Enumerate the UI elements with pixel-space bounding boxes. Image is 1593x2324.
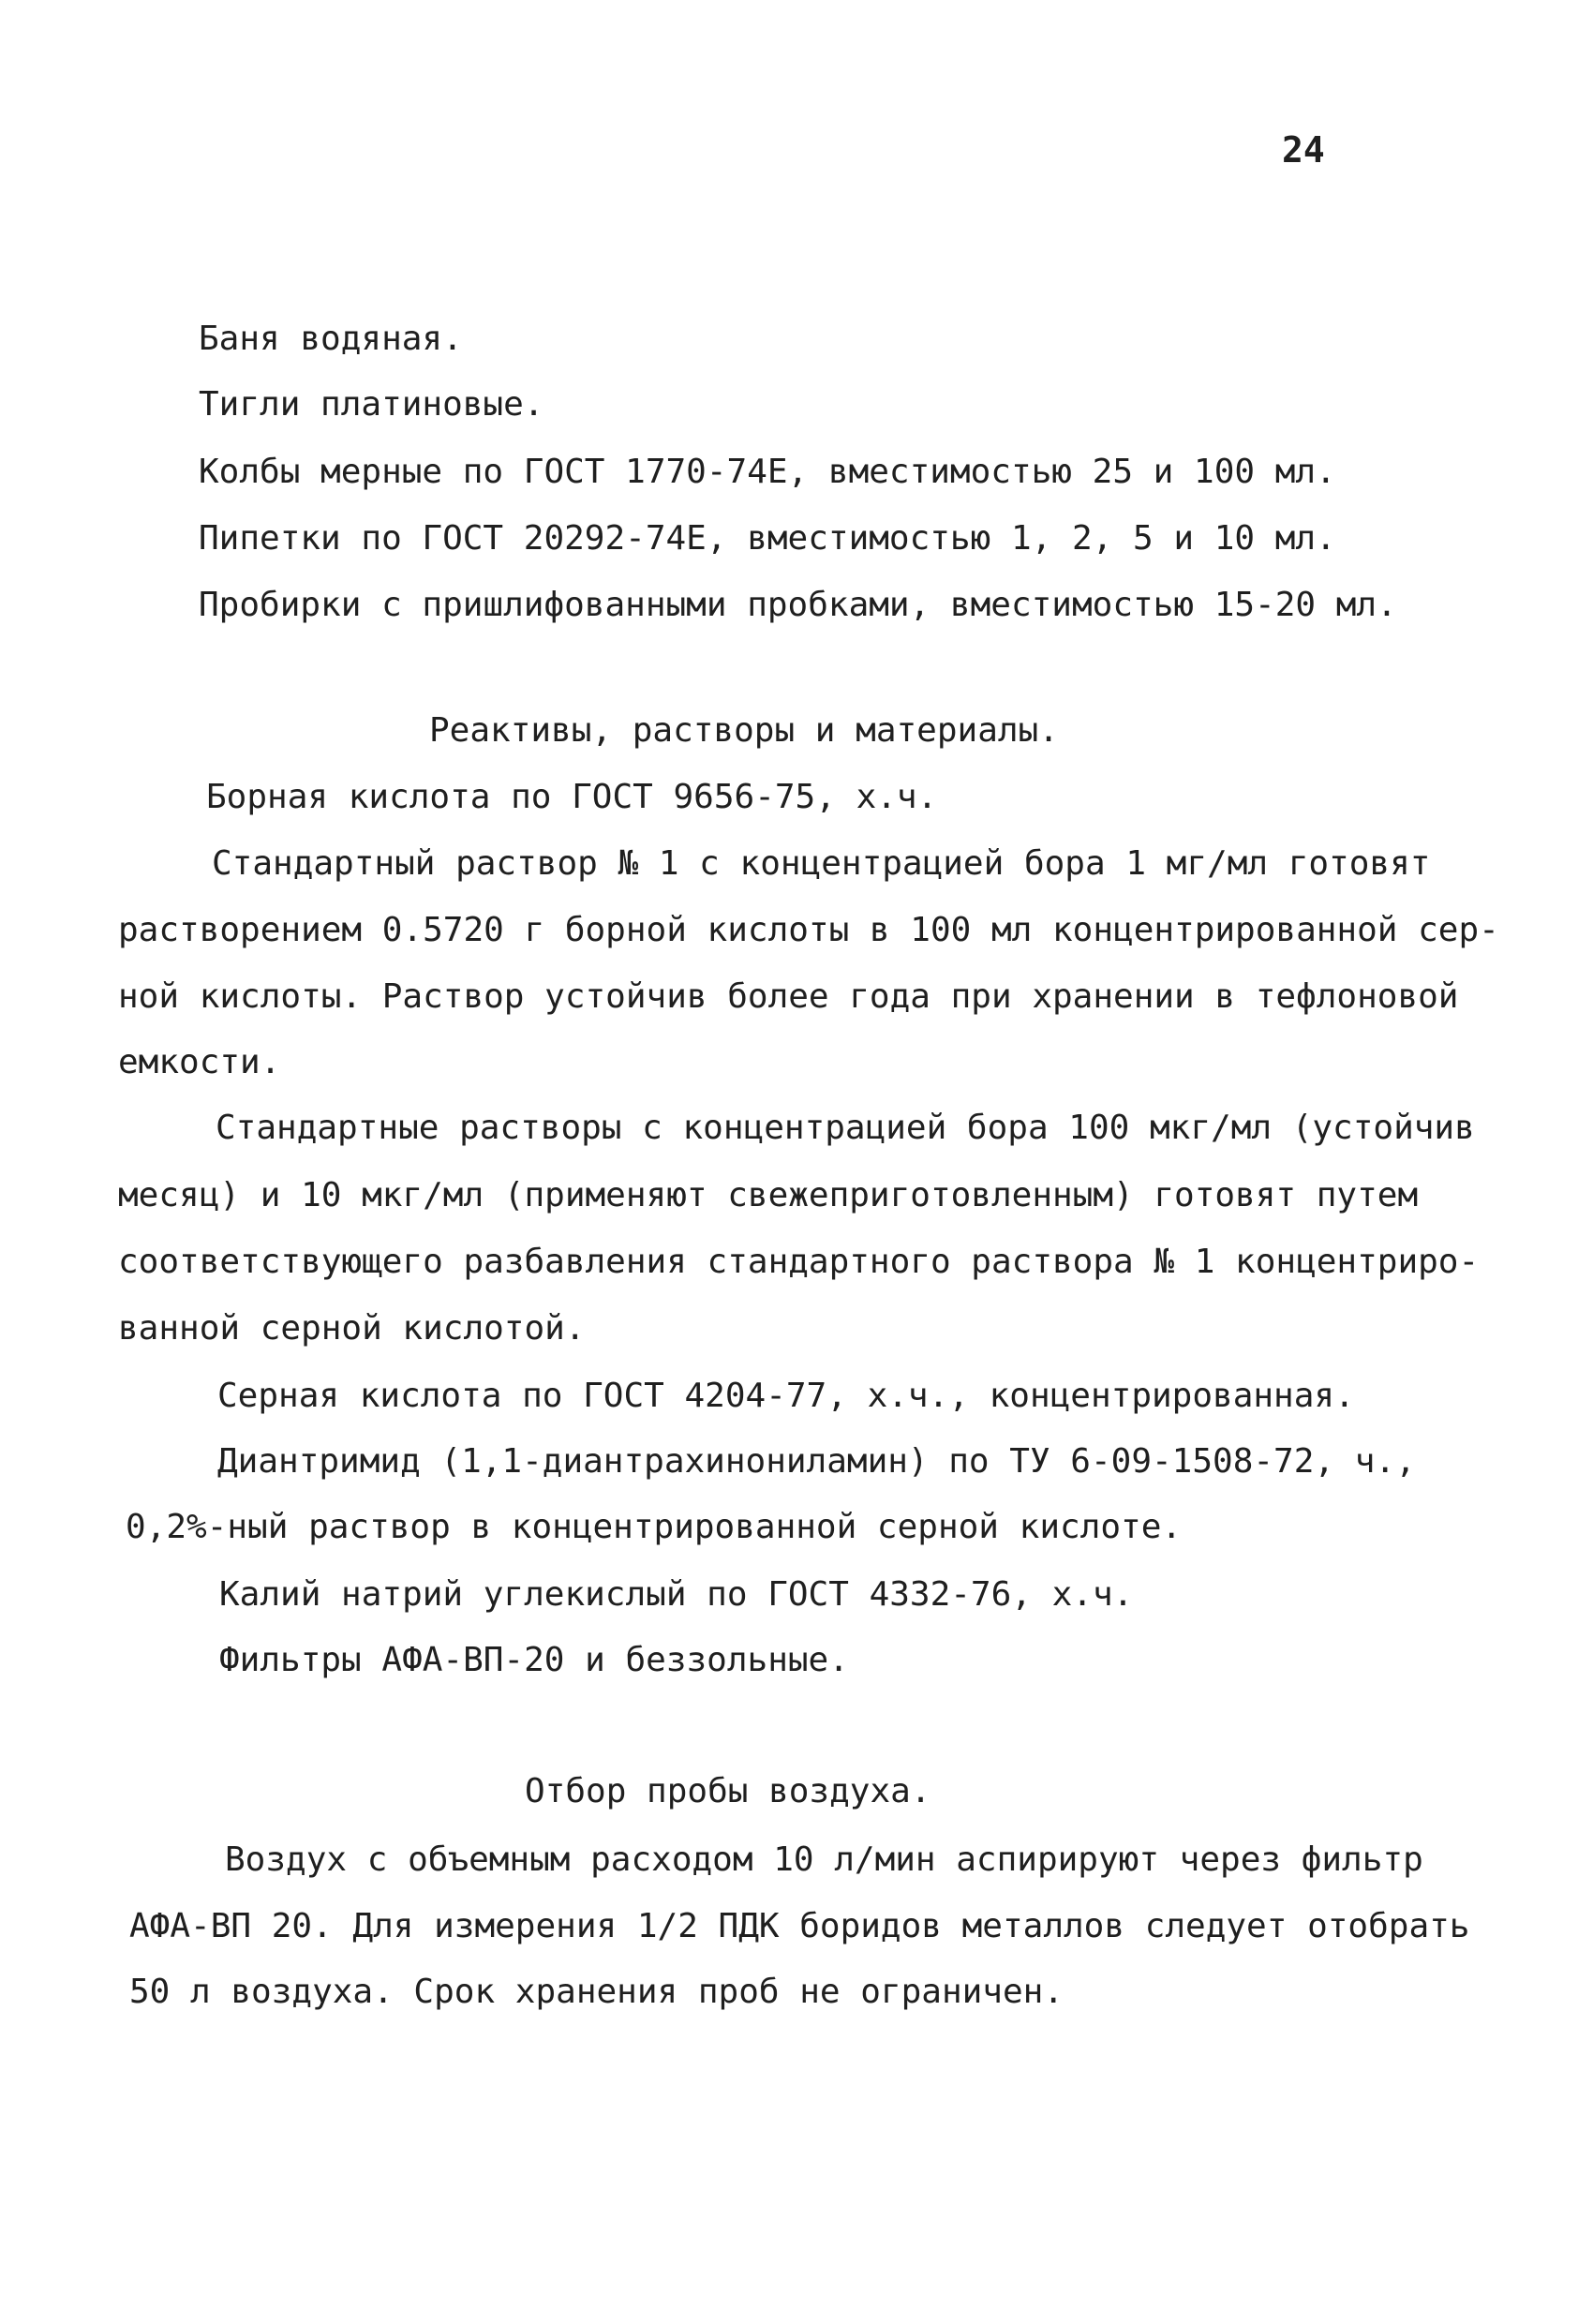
sampling-line-2: АФА-ВП 20. Для измерения 1/2 ПДК боридов металлов следует отобрать (129, 1907, 1470, 1945)
reagent-line-6: Стандартные растворы с концентрацией бора 100 мкг/мл (устойчив (216, 1109, 1475, 1147)
sampling-line-3: 50 л воздуха. Срок хранения проб не ограничен. (129, 1973, 1064, 2011)
equipment-line-5: Пробирки с пришлифованными пробками, вместимостью 15-20 мл. (199, 586, 1397, 624)
reagent-line-11: Диантримид (1,1-диантрахинониламин) по ТУ 6-09-1508-72, ч., (217, 1442, 1416, 1481)
reagent-line-2: Стандартный раствор № 1 с концентрацией бора 1 мг/мл готовят (212, 844, 1431, 883)
reagent-line-8: соответствующего разбавления стандартного раствора № 1 концентриро- (118, 1243, 1480, 1281)
reagent-line-13: Калий натрий углекислый по ГОСТ 4332-76, х.ч. (219, 1575, 1134, 1614)
equipment-line-1: Баня водяная. (199, 320, 463, 358)
reagent-line-4: ной кислоты. Раствор устойчив более года при хранении в тефлоновой (118, 977, 1459, 1016)
reagent-line-9: ванной серной кислотой. (118, 1309, 586, 1348)
reagent-line-10: Серная кислота по ГОСТ 4204-77, х.ч., концентрированная. (217, 1377, 1355, 1415)
reagent-line-7: месяц) и 10 мкг/мл (применяют свежеприготовленным) готовят путем (118, 1176, 1419, 1214)
reagent-line-5: емкости. (118, 1043, 281, 1081)
reagent-line-12: 0,2%-ный раствор в концентрированной серной кислоте. (126, 1508, 1183, 1546)
equipment-line-3: Колбы мерные по ГОСТ 1770-74Е, вместимостью 25 и 100 мл. (199, 453, 1336, 491)
sampling-heading: Отбор пробы воздуха. (525, 1772, 931, 1810)
page-number: 24 (1282, 129, 1325, 171)
equipment-line-2: Тигли платиновые. (199, 385, 544, 424)
equipment-line-4: Пипетки по ГОСТ 20292-74Е, вместимостью 1, 2, 5 и 10 мл. (199, 519, 1336, 558)
sampling-line-1: Воздух с объемным расходом 10 л/мин аспирируют через фильтр (225, 1840, 1423, 1879)
reagent-line-3: растворением 0.5720 г борной кислоты в 100 мл концентрированной сер- (118, 911, 1499, 949)
reagents-heading: Реактивы, растворы и материалы. (429, 711, 1059, 750)
reagent-line-1: Борная кислота по ГОСТ 9656-75, х.ч. (206, 778, 938, 816)
reagent-line-14: Фильтры АФА-ВП-20 и беззольные. (219, 1641, 849, 1679)
